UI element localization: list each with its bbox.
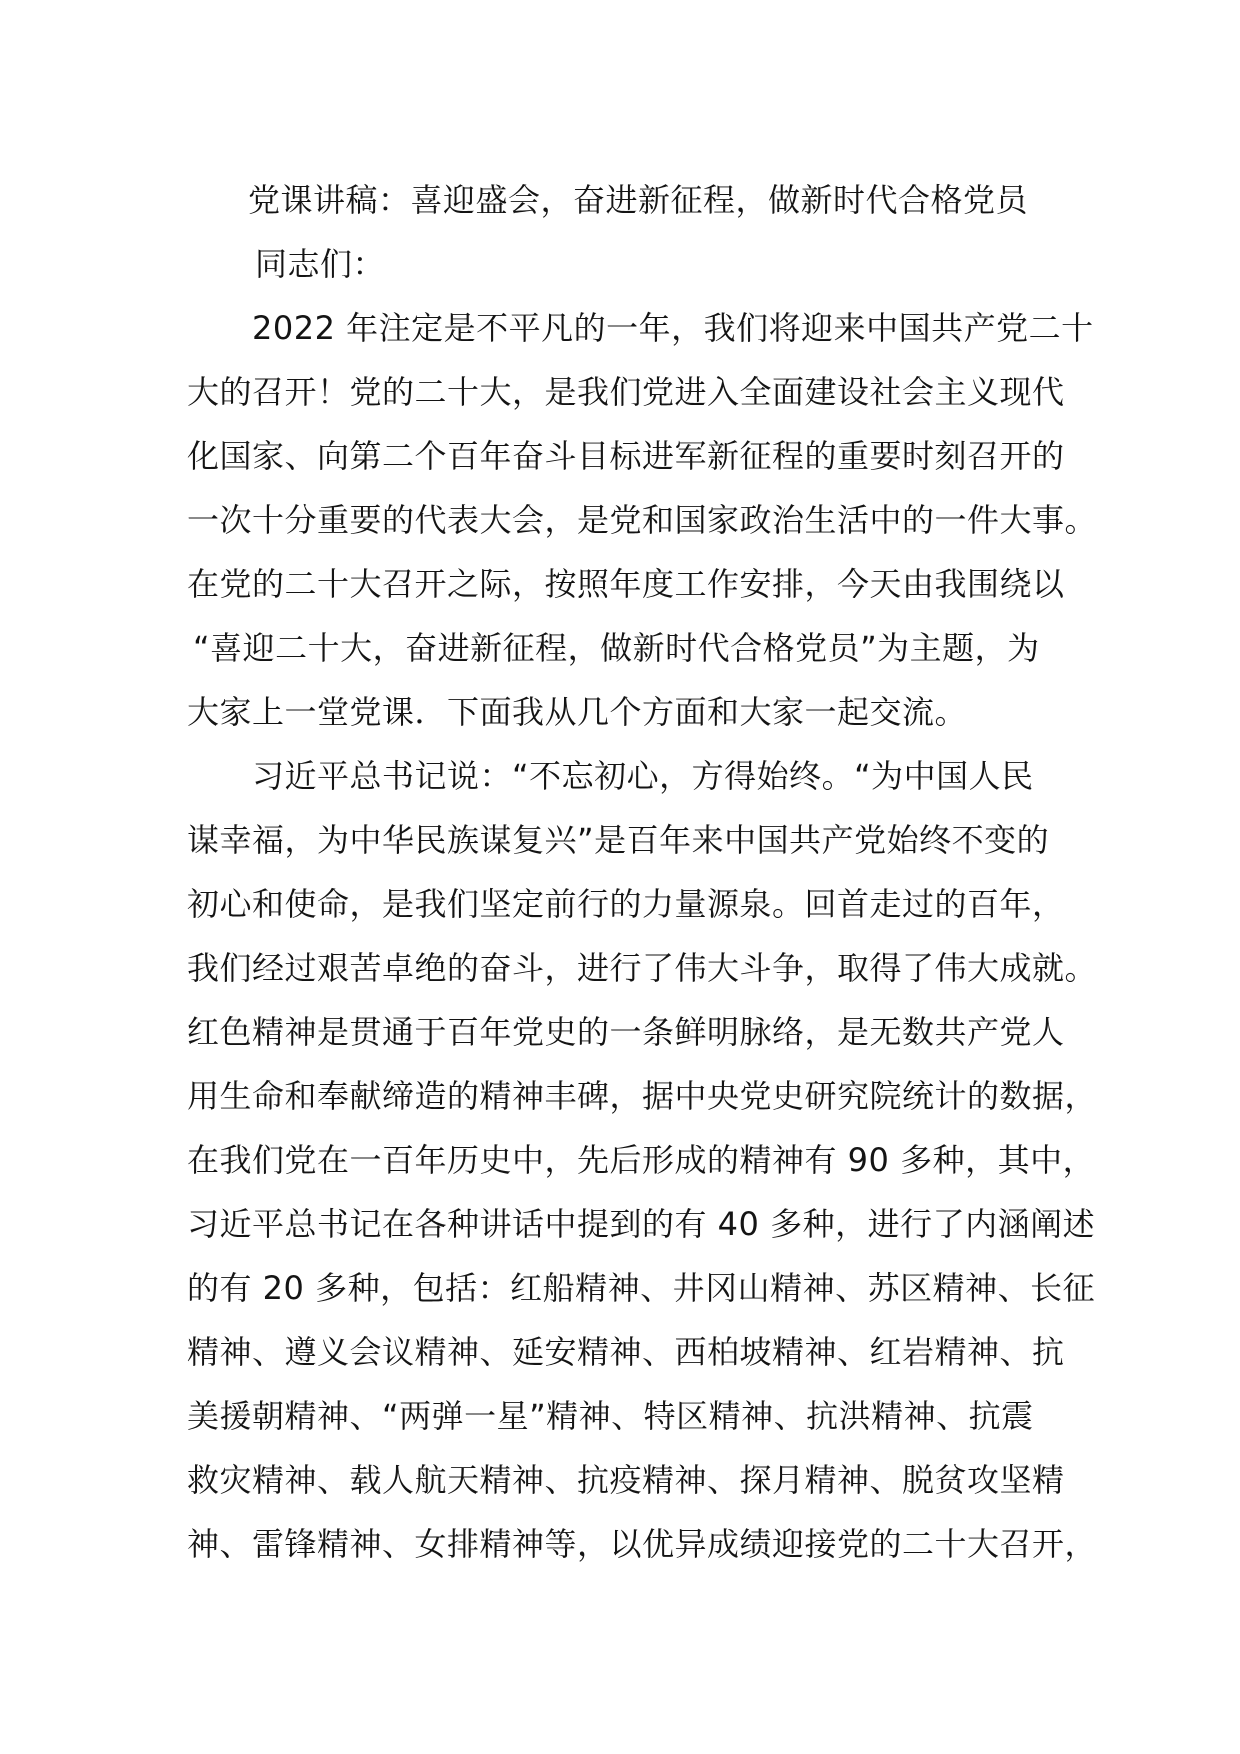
paragraph-line: 神、雷锋精神、女排精神等，以优异成绩迎接党的二十大召开， — [187, 1525, 1098, 1563]
paragraph-line: 救灾精神、载人航天精神、抗疫精神、探月精神、脱贫攻坚精 — [187, 1461, 1065, 1499]
paragraph-line: “喜迎二十大，奋进新征程，做新时代合格党员”为主题，为 — [193, 629, 1040, 667]
paragraph-line: 2022 年注定是不平凡的一年，我们将迎来中国共产党二十 — [252, 309, 1094, 347]
paragraph-line: 初心和使命，是我们坚定前行的力量源泉。回首走过的百年， — [187, 885, 1065, 923]
paragraph-line: 美援朝精神、“两弹一星”精神、特区精神、抗洪精神、抗震 — [187, 1397, 1034, 1435]
paragraph-line: 精神、遵义会议精神、延安精神、西柏坡精神、红岩精神、抗 — [187, 1333, 1065, 1371]
paragraph-line: 习近平总书记说：“不忘初心，方得始终。“为中国人民 — [252, 757, 1034, 795]
document-title: 党课讲稿：喜迎盛会，奋进新征程，做新时代合格党员 — [248, 181, 1029, 219]
paragraph-line: 用生命和奉献缔造的精神丰碑，据中央党史研究院统计的数据， — [187, 1077, 1098, 1115]
paragraph-2 — [187, 744, 1098, 1576]
paragraph-line: 谋幸福，为中华民族谋复兴”是百年来中国共产党始终不变的 — [187, 821, 1050, 859]
paragraph-line: 红色精神是贯通于百年党史的一条鲜明脉络，是无数共产党人 — [187, 1013, 1065, 1051]
document-body — [187, 168, 1098, 1576]
paragraph-line: 在党的二十大召开之际，按照年度工作安排，今天由我围绕以 — [187, 565, 1065, 603]
paragraph-line: 一次十分重要的代表大会，是党和国家政治生活中的一件大事。 — [187, 501, 1098, 539]
salutation: 同志们： — [255, 245, 386, 283]
paragraph-line: 我们经过艰苦卓绝的奋斗，进行了伟大斗争，取得了伟大成就。 — [187, 949, 1098, 987]
paragraph-line: 习近平总书记在各种讲话中提到的有 40 多种，进行了内涵阐述 — [187, 1205, 1096, 1243]
paragraph-line: 化国家、向第二个百年奋斗目标进军新征程的重要时刻召开的 — [187, 437, 1065, 475]
paragraph-line: 大家上一堂党课．下面我从几个方面和大家一起交流。 — [187, 693, 968, 731]
paragraph-line: 在我们党在一百年历史中，先后形成的精神有 90 多种，其中， — [187, 1141, 1096, 1179]
paragraph-line: 大的召开！党的二十大，是我们党进入全面建设社会主义现代 — [187, 373, 1065, 411]
paragraph-line: 的有 20 多种，包括：红船精神、井冈山精神、苏区精神、长征 — [187, 1269, 1096, 1307]
paragraph-1 — [187, 296, 1098, 744]
